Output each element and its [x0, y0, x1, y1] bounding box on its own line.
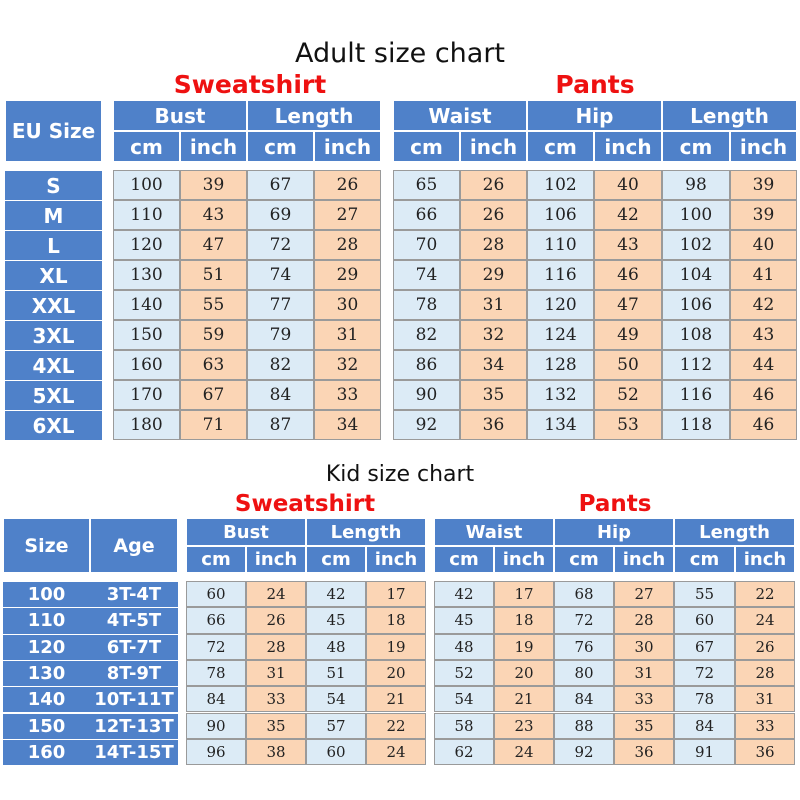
size-cell: 22: [366, 713, 426, 739]
group-header-waist: Waist: [393, 100, 527, 131]
row-label-size: 150: [3, 713, 90, 739]
adult-chart-title: Adult size chart: [294, 38, 506, 69]
size-cell: 47: [594, 290, 662, 320]
size-cell: 140: [113, 290, 180, 320]
size-cell: 120: [527, 290, 594, 320]
unit-header-inch: inch: [614, 546, 674, 573]
size-cell: 59: [180, 320, 247, 350]
size-cell: 67: [180, 380, 247, 410]
size-cell: 21: [366, 686, 426, 712]
size-cell: 130: [113, 260, 180, 290]
size-cell: 18: [366, 607, 426, 633]
unit-header-cm: cm: [306, 546, 366, 573]
size-cell: 20: [494, 660, 554, 686]
size-cell: 28: [460, 230, 527, 260]
size-cell: 20: [366, 660, 426, 686]
size-cell: 102: [662, 230, 730, 260]
size-cell: 86: [393, 350, 460, 380]
kid-size-header: Size: [3, 518, 90, 573]
size-cell: 42: [594, 200, 662, 230]
group-header-length: Length: [247, 100, 381, 131]
size-cell: 88: [554, 713, 614, 739]
size-cell: 22: [735, 581, 795, 607]
size-cell: 82: [393, 320, 460, 350]
size-cell: 116: [527, 260, 594, 290]
row-label-size: 5XL: [5, 380, 102, 410]
size-cell: 35: [614, 713, 674, 739]
unit-header-inch: inch: [460, 131, 527, 162]
size-cell: 60: [306, 739, 366, 765]
size-cell: 32: [314, 350, 381, 380]
size-cell: 102: [527, 170, 594, 200]
row-label-size: 6XL: [5, 410, 102, 440]
row-label-age: 14T-15T: [90, 739, 178, 765]
size-cell: 90: [393, 380, 460, 410]
size-cell: 26: [735, 634, 795, 660]
size-cell: 28: [614, 607, 674, 633]
adult-pants-label: Pants: [555, 70, 635, 99]
size-cell: 91: [674, 739, 735, 765]
size-cell: 51: [306, 660, 366, 686]
size-cell: 110: [113, 200, 180, 230]
size-cell: 19: [366, 634, 426, 660]
size-cell: 92: [554, 739, 614, 765]
size-cell: 70: [393, 230, 460, 260]
kid-chart-title: Kid size chart: [325, 462, 475, 487]
size-cell: 36: [460, 410, 527, 440]
size-cell: 57: [306, 713, 366, 739]
size-cell: 72: [674, 660, 735, 686]
size-cell: 43: [180, 200, 247, 230]
row-label-size: XXL: [5, 290, 102, 320]
size-cell: 52: [594, 380, 662, 410]
row-label-age: 8T-9T: [90, 660, 178, 686]
unit-header-cm: cm: [113, 131, 180, 162]
unit-header-cm: cm: [186, 546, 246, 573]
row-label-size: 140: [3, 686, 90, 712]
unit-header-inch: inch: [730, 131, 797, 162]
size-cell: 33: [314, 380, 381, 410]
size-cell: 108: [662, 320, 730, 350]
size-cell: 128: [527, 350, 594, 380]
size-cell: 19: [494, 634, 554, 660]
size-cell: 60: [186, 581, 246, 607]
size-cell: 104: [662, 260, 730, 290]
row-label-age: 4T-5T: [90, 607, 178, 633]
size-cell: 78: [186, 660, 246, 686]
row-label-age: 10T-11T: [90, 686, 178, 712]
size-cell: 24: [246, 581, 306, 607]
size-cell: 55: [180, 290, 247, 320]
size-cell: 27: [314, 200, 381, 230]
unit-header-inch: inch: [246, 546, 306, 573]
row-label-size: 3XL: [5, 320, 102, 350]
size-cell: 39: [730, 170, 797, 200]
kid-sweatshirt-label: Sweatshirt: [234, 491, 376, 517]
size-cell: 28: [246, 634, 306, 660]
kid-age-header: Age: [90, 518, 178, 573]
size-cell: 54: [434, 686, 494, 712]
size-cell: 116: [662, 380, 730, 410]
group-header-hip: Hip: [554, 518, 674, 546]
unit-header-cm: cm: [554, 546, 614, 573]
size-cell: 17: [366, 581, 426, 607]
kid-pants-label: Pants: [578, 491, 652, 517]
size-cell: 90: [186, 713, 246, 739]
size-cell: 48: [306, 634, 366, 660]
size-cell: 31: [614, 660, 674, 686]
size-cell: 35: [460, 380, 527, 410]
size-cell: 31: [735, 686, 795, 712]
size-cell: 96: [186, 739, 246, 765]
unit-header-cm: cm: [674, 546, 735, 573]
size-cell: 72: [186, 634, 246, 660]
size-cell: 124: [527, 320, 594, 350]
size-cell: 28: [314, 230, 381, 260]
unit-header-inch: inch: [494, 546, 554, 573]
size-cell: 106: [662, 290, 730, 320]
size-cell: 33: [735, 713, 795, 739]
size-cell: 28: [735, 660, 795, 686]
size-cell: 26: [314, 170, 381, 200]
adult-size-header: EU Size: [5, 100, 102, 162]
size-cell: 74: [247, 260, 314, 290]
size-cell: 67: [247, 170, 314, 200]
size-cell: 38: [246, 739, 306, 765]
size-cell: 45: [434, 607, 494, 633]
size-cell: 44: [730, 350, 797, 380]
size-cell: 170: [113, 380, 180, 410]
size-cell: 98: [662, 170, 730, 200]
size-cell: 118: [662, 410, 730, 440]
size-cell: 62: [434, 739, 494, 765]
row-label-age: 12T-13T: [90, 713, 178, 739]
group-header-length: Length: [306, 518, 426, 546]
size-cell: 60: [674, 607, 735, 633]
size-cell: 50: [594, 350, 662, 380]
adult-sweatshirt-label: Sweatshirt: [173, 70, 327, 99]
size-cell: 46: [594, 260, 662, 290]
size-cell: 132: [527, 380, 594, 410]
size-cell: 160: [113, 350, 180, 380]
size-cell: 79: [247, 320, 314, 350]
row-label-age: 3T-4T: [90, 581, 178, 607]
size-cell: 65: [393, 170, 460, 200]
size-cell: 72: [247, 230, 314, 260]
unit-header-inch: inch: [366, 546, 426, 573]
size-cell: 67: [674, 634, 735, 660]
size-cell: 87: [247, 410, 314, 440]
size-cell: 72: [554, 607, 614, 633]
size-cell: 80: [554, 660, 614, 686]
size-cell: 51: [180, 260, 247, 290]
size-cell: 78: [393, 290, 460, 320]
size-cell: 92: [393, 410, 460, 440]
size-cell: 39: [180, 170, 247, 200]
size-cell: 54: [306, 686, 366, 712]
size-cell: 112: [662, 350, 730, 380]
size-cell: 17: [494, 581, 554, 607]
size-cell: 27: [614, 581, 674, 607]
size-cell: 49: [594, 320, 662, 350]
unit-header-inch: inch: [180, 131, 247, 162]
size-cell: 26: [460, 170, 527, 200]
size-cell: 84: [247, 380, 314, 410]
row-label-size: 120: [3, 634, 90, 660]
group-header-bust: Bust: [113, 100, 247, 131]
size-cell: 24: [494, 739, 554, 765]
group-header-length: Length: [674, 518, 795, 546]
group-header-waist: Waist: [434, 518, 554, 546]
row-label-size: 100: [3, 581, 90, 607]
row-label-size: 160: [3, 739, 90, 765]
size-cell: 134: [527, 410, 594, 440]
size-cell: 30: [314, 290, 381, 320]
size-cell: 58: [434, 713, 494, 739]
size-cell: 150: [113, 320, 180, 350]
size-cell: 48: [434, 634, 494, 660]
size-cell: 42: [434, 581, 494, 607]
size-cell: 24: [735, 607, 795, 633]
size-cell: 74: [393, 260, 460, 290]
row-label-age: 6T-7T: [90, 634, 178, 660]
row-label-size: M: [5, 200, 102, 230]
unit-header-inch: inch: [735, 546, 795, 573]
size-cell: 76: [554, 634, 614, 660]
unit-header-cm: cm: [247, 131, 314, 162]
unit-header-cm: cm: [662, 131, 730, 162]
size-cell: 84: [674, 713, 735, 739]
size-cell: 42: [306, 581, 366, 607]
size-cell: 66: [186, 607, 246, 633]
size-cell: 31: [314, 320, 381, 350]
size-cell: 31: [460, 290, 527, 320]
size-cell: 69: [247, 200, 314, 230]
size-cell: 55: [674, 581, 735, 607]
size-cell: 33: [614, 686, 674, 712]
size-cell: 82: [247, 350, 314, 380]
size-cell: 42: [730, 290, 797, 320]
size-cell: 46: [730, 380, 797, 410]
size-cell: 71: [180, 410, 247, 440]
row-label-size: L: [5, 230, 102, 260]
size-cell: 23: [494, 713, 554, 739]
row-label-size: XL: [5, 260, 102, 290]
size-cell: 35: [246, 713, 306, 739]
size-cell: 43: [730, 320, 797, 350]
row-label-size: 4XL: [5, 350, 102, 380]
size-cell: 26: [246, 607, 306, 633]
size-cell: 29: [314, 260, 381, 290]
size-cell: 31: [246, 660, 306, 686]
size-cell: 77: [247, 290, 314, 320]
row-label-size: 110: [3, 607, 90, 633]
size-cell: 29: [460, 260, 527, 290]
size-cell: 43: [594, 230, 662, 260]
unit-header-cm: cm: [434, 546, 494, 573]
size-cell: 45: [306, 607, 366, 633]
size-cell: 100: [113, 170, 180, 200]
row-label-size: 130: [3, 660, 90, 686]
size-cell: 36: [614, 739, 674, 765]
row-label-size: S: [5, 170, 102, 200]
size-cell: 34: [314, 410, 381, 440]
size-cell: 106: [527, 200, 594, 230]
size-cell: 110: [527, 230, 594, 260]
size-cell: 24: [366, 739, 426, 765]
size-cell: 30: [614, 634, 674, 660]
unit-header-inch: inch: [594, 131, 662, 162]
unit-header-cm: cm: [393, 131, 460, 162]
size-cell: 40: [594, 170, 662, 200]
size-cell: 40: [730, 230, 797, 260]
size-cell: 21: [494, 686, 554, 712]
size-cell: 52: [434, 660, 494, 686]
size-cell: 120: [113, 230, 180, 260]
size-cell: 33: [246, 686, 306, 712]
size-cell: 63: [180, 350, 247, 380]
size-cell: 68: [554, 581, 614, 607]
size-cell: 53: [594, 410, 662, 440]
size-cell: 18: [494, 607, 554, 633]
size-cell: 84: [554, 686, 614, 712]
size-cell: 39: [730, 200, 797, 230]
size-cell: 41: [730, 260, 797, 290]
unit-header-cm: cm: [527, 131, 594, 162]
size-cell: 32: [460, 320, 527, 350]
size-cell: 46: [730, 410, 797, 440]
size-cell: 180: [113, 410, 180, 440]
size-cell: 36: [735, 739, 795, 765]
size-cell: 26: [460, 200, 527, 230]
size-cell: 100: [662, 200, 730, 230]
size-cell: 66: [393, 200, 460, 230]
size-cell: 34: [460, 350, 527, 380]
size-cell: 47: [180, 230, 247, 260]
group-header-bust: Bust: [186, 518, 306, 546]
group-header-hip: Hip: [527, 100, 662, 131]
group-header-length: Length: [662, 100, 797, 131]
unit-header-inch: inch: [314, 131, 381, 162]
size-cell: 84: [186, 686, 246, 712]
size-cell: 78: [674, 686, 735, 712]
